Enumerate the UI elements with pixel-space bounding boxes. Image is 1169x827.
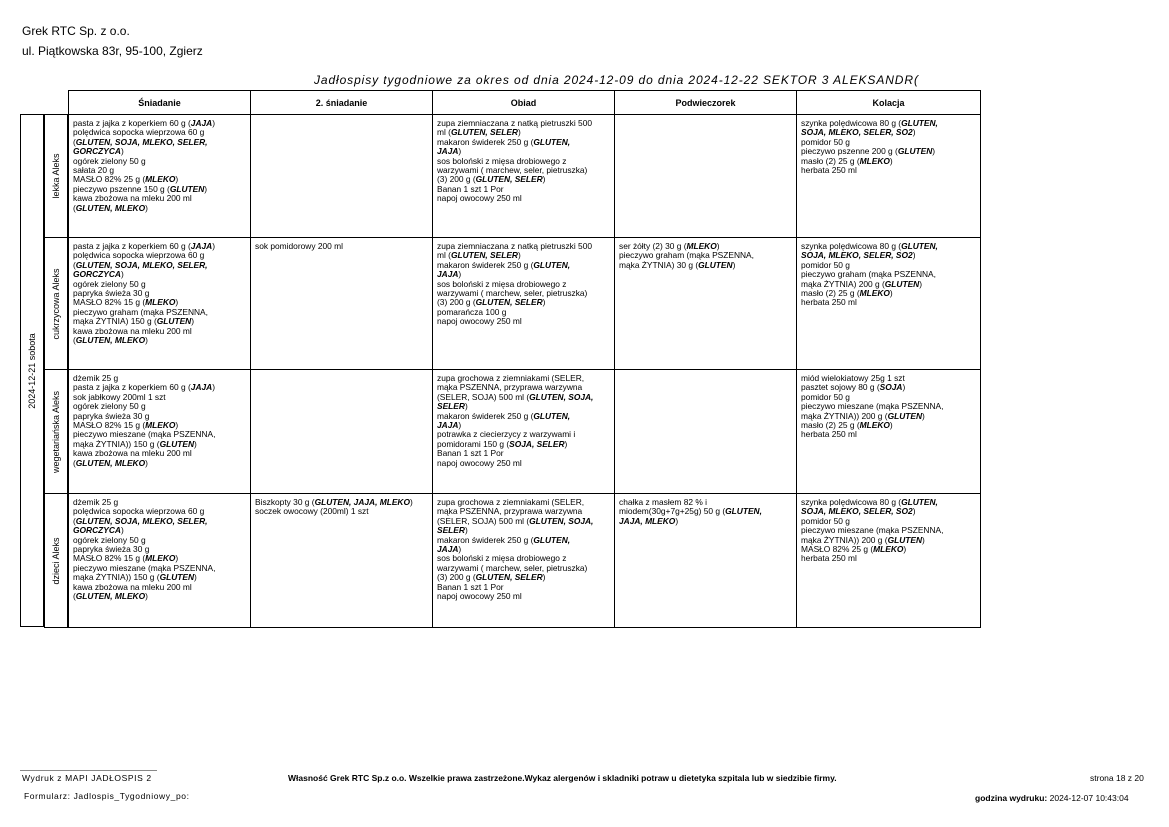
- meal-cell-obiad: zupa grochowa z ziemniakami (SELER, mąka PSZENNA, przyprawa warzywna (SELER, SOJA) 500 ml (GLUTEN, SOJA, SELER) makaron świderek 250 g (GLUTEN, JAJA) sos boloński z mięsa drobiowego z warzywami ( marchew, seler, pietruszka) (3) 200 g (GLUTEN, SELER) Banan 1 szt 1 Por napoj owocowy 250 ml: [432, 493, 615, 628]
- meal-cell-obiad: zupa ziemniaczana z natką pietruszki 500 ml (GLUTEN, SELER) makaron świderek 250 g (GLUTEN, JAJA) sos boloński z mięsa drobiowego z warzywami ( marchew, seler, pietruszka) (3) 200 g (GLUTEN, SELER) Banan 1 szt 1 Por napoj owocowy 250 ml: [432, 114, 615, 238]
- meal-cell-kolacja: szynka polędwicowa 80 g (GLUTEN, SOJA, MLEKO, SELER, SO2) pomidor 50 g pieczywo mieszane (mąka PSZENNA, mąka ŻYTNIA)) 200 g (GLUTEN) MASŁO 82% 25 g (MLEKO) herbata 250 ml: [796, 493, 981, 628]
- company-address: ul. Piątkowska 83r, 95-100, Zgierz: [22, 44, 203, 58]
- column-header-podwieczorek: Podwieczorek: [614, 90, 797, 115]
- diet-cell: [44, 237, 68, 370]
- meal-cell-kolacja: szynka polędwicowa 80 g (GLUTEN, SOJA, MLEKO, SELER, SO2) pomidor 50 g pieczywo graham (mąka PSZENNA, mąka ŻYTNIA) 200 g (GLUTEN) masło (2) 25 g (MLEKO) herbata 250 ml: [796, 237, 981, 370]
- meal-cell-podwieczorek: [614, 369, 797, 494]
- footer-printout: Wydruk z MAPI JADŁOSPIS 2: [22, 773, 152, 783]
- meal-cell-sniadanie: pasta z jajka z koperkiem 60 g (JAJA) polędwica sopocka wieprzowa 60 g (GLUTEN, SOJA, MLEKO, SELER, GORCZYCA) ogórek zielony 50 g sałata 20 g MASŁO 82% 25 g (MLEKO) pieczywo pszenne 150 g (GLUTEN) kawa zbożowa na mleku 200 ml (GLUTEN, MLEKO): [68, 114, 251, 238]
- meal-cell-kolacja: miód wielokiatowy 25g 1 szt pasztet sojowy 80 g (SOJA) pomidor 50 g pieczywo mieszane (mąka PSZENNA, mąka ŻYTNIA)) 200 g (GLUTEN) masło (2) 25 g (MLEKO) herbata 250 ml: [796, 369, 981, 494]
- day-cell: [20, 114, 44, 627]
- meal-cell-drugie-sniadanie: [250, 114, 433, 238]
- meal-cell-drugie-sniadanie: Biszkopty 30 g (GLUTEN, JAJA, MLEKO) soczek owocowy (200ml) 1 szt: [250, 493, 433, 628]
- meal-cell-sniadanie: dżemik 25 g polędwica sopocka wieprzowa 60 g (GLUTEN, SOJA, MLEKO, SELER, GORCZYCA) ogórek zielony 50 g papryka świeża 30 g MASŁO 82% 15 g (MLEKO) pieczywo mieszane (mąka PSZENNA, mąka ŻYTNIA)) 150 g (GLUTEN) kawa zbożowa na mleku 200 ml (GLUTEN, MLEKO): [68, 493, 251, 628]
- diet-cell: [44, 369, 68, 494]
- page-number: strona 18 z 20: [1090, 773, 1144, 783]
- diet-label: cukrzycowa Aleks: [51, 267, 61, 340]
- print-time: [975, 793, 1129, 803]
- footer-rule: [20, 770, 157, 771]
- meal-cell-obiad: zupa ziemniaczana z natką pietruszki 500 ml (GLUTEN, SELER) makaron świderek 250 g (GLUTEN, JAJA) sos boloński z mięsa drobiowego z warzywami ( marchew, seler, pietruszka) (3) 200 g (GLUTEN, SELER) pomarańcza 100 g napoj owocowy 250 ml: [432, 237, 615, 370]
- company-name: Grek RTC Sp. z o.o.: [22, 24, 130, 38]
- meal-cell-podwieczorek: ser żółty (2) 30 g (MLEKO) pieczywo graham (mąka PSZENNA, mąka ŻYTNIA) 30 g (GLUTEN): [614, 237, 797, 370]
- document-title: Jadłospisy tygodniowe za okres od dnia 2024-12-09 do dnia 2024-12-22 SEKTOR 3 ALEKSANDR(: [314, 73, 919, 87]
- meal-cell-podwieczorek: [614, 114, 797, 238]
- day-label: 2024-12-21 sobota: [27, 332, 37, 409]
- column-header-obiad: Obiad: [432, 90, 615, 115]
- column-header-drugie-sniadanie: 2. śniadanie: [250, 90, 433, 115]
- diet-cell: [44, 493, 68, 628]
- meal-cell-obiad: zupa grochowa z ziemniakami (SELER, mąka PSZENNA, przyprawa warzywna (SELER, SOJA) 500 ml (GLUTEN, SOJA, SELER) makaron świderek 250 g (GLUTEN, JAJA) potrawka z ciecierzycy z warzywami i pomidorami 150 g (SOJA, SELER) Banan 1 szt 1 Por napoj owocowy 250 ml: [432, 369, 615, 494]
- meal-cell-podwieczorek: chałka z masłem 82 % i miodem(30g+7g+25g) 50 g (GLUTEN, JAJA, MLEKO): [614, 493, 797, 628]
- menu-table: [20, 89, 981, 627]
- diet-label: wegetariańska Aleks: [51, 390, 61, 473]
- print-time-value: 2024-12-07 10:43:04: [1049, 793, 1129, 803]
- column-header-sniadanie: Śniadanie: [68, 90, 251, 115]
- column-header-kolacja: Kolacja: [796, 90, 981, 115]
- meal-cell-drugie-sniadanie: [250, 369, 433, 494]
- diet-label: lekka Aleks: [51, 153, 61, 199]
- meal-cell-drugie-sniadanie: sok pomidorowy 200 ml: [250, 237, 433, 370]
- print-time-label: godzina wydruku:: [975, 793, 1048, 803]
- footer-ownership: Własność Grek RTC Sp.z o.o. Wszelkie prawa zastrzeżone.Wykaz alergenów i skladniki potraw u dietetyka szpitala lub w siedzibie firmy.: [288, 773, 837, 783]
- meal-cell-kolacja: szynka polędwicowa 80 g (GLUTEN, SOJA, MLEKO, SELER, SO2) pomidor 50 g pieczywo pszenne 200 g (GLUTEN) masło (2) 25 g (MLEKO) herbata 250 ml: [796, 114, 981, 238]
- footer-form: Formularz: Jadlospis_Tygodniowy_po:: [24, 791, 190, 801]
- meal-cell-sniadanie: dżemik 25 g pasta z jajka z koperkiem 60 g (JAJA) sok jabłkowy 200ml 1 szt ogórek zielony 50 g papryka świeża 30 g MASŁO 82% 15 g (MLEKO) pieczywo mieszane (mąka PSZENNA, mąka ŻYTNIA)) 150 g (GLUTEN) kawa zbożowa na mleku 200 ml (GLUTEN, MLEKO): [68, 369, 251, 494]
- meal-cell-sniadanie: pasta z jajka z koperkiem 60 g (JAJA) polędwica sopocka wieprzowa 60 g (GLUTEN, SOJA, MLEKO, SELER, GORCZYCA) ogórek zielony 50 g papryka świeża 30 g MASŁO 82% 15 g (MLEKO) pieczywo graham (mąka PSZENNA, mąka ŻYTNIA) 150 g (GLUTEN) kawa zbożowa na mleku 200 ml (GLUTEN, MLEKO): [68, 237, 251, 370]
- diet-label: dzieci Aleks: [51, 536, 61, 585]
- diet-cell: [44, 114, 68, 238]
